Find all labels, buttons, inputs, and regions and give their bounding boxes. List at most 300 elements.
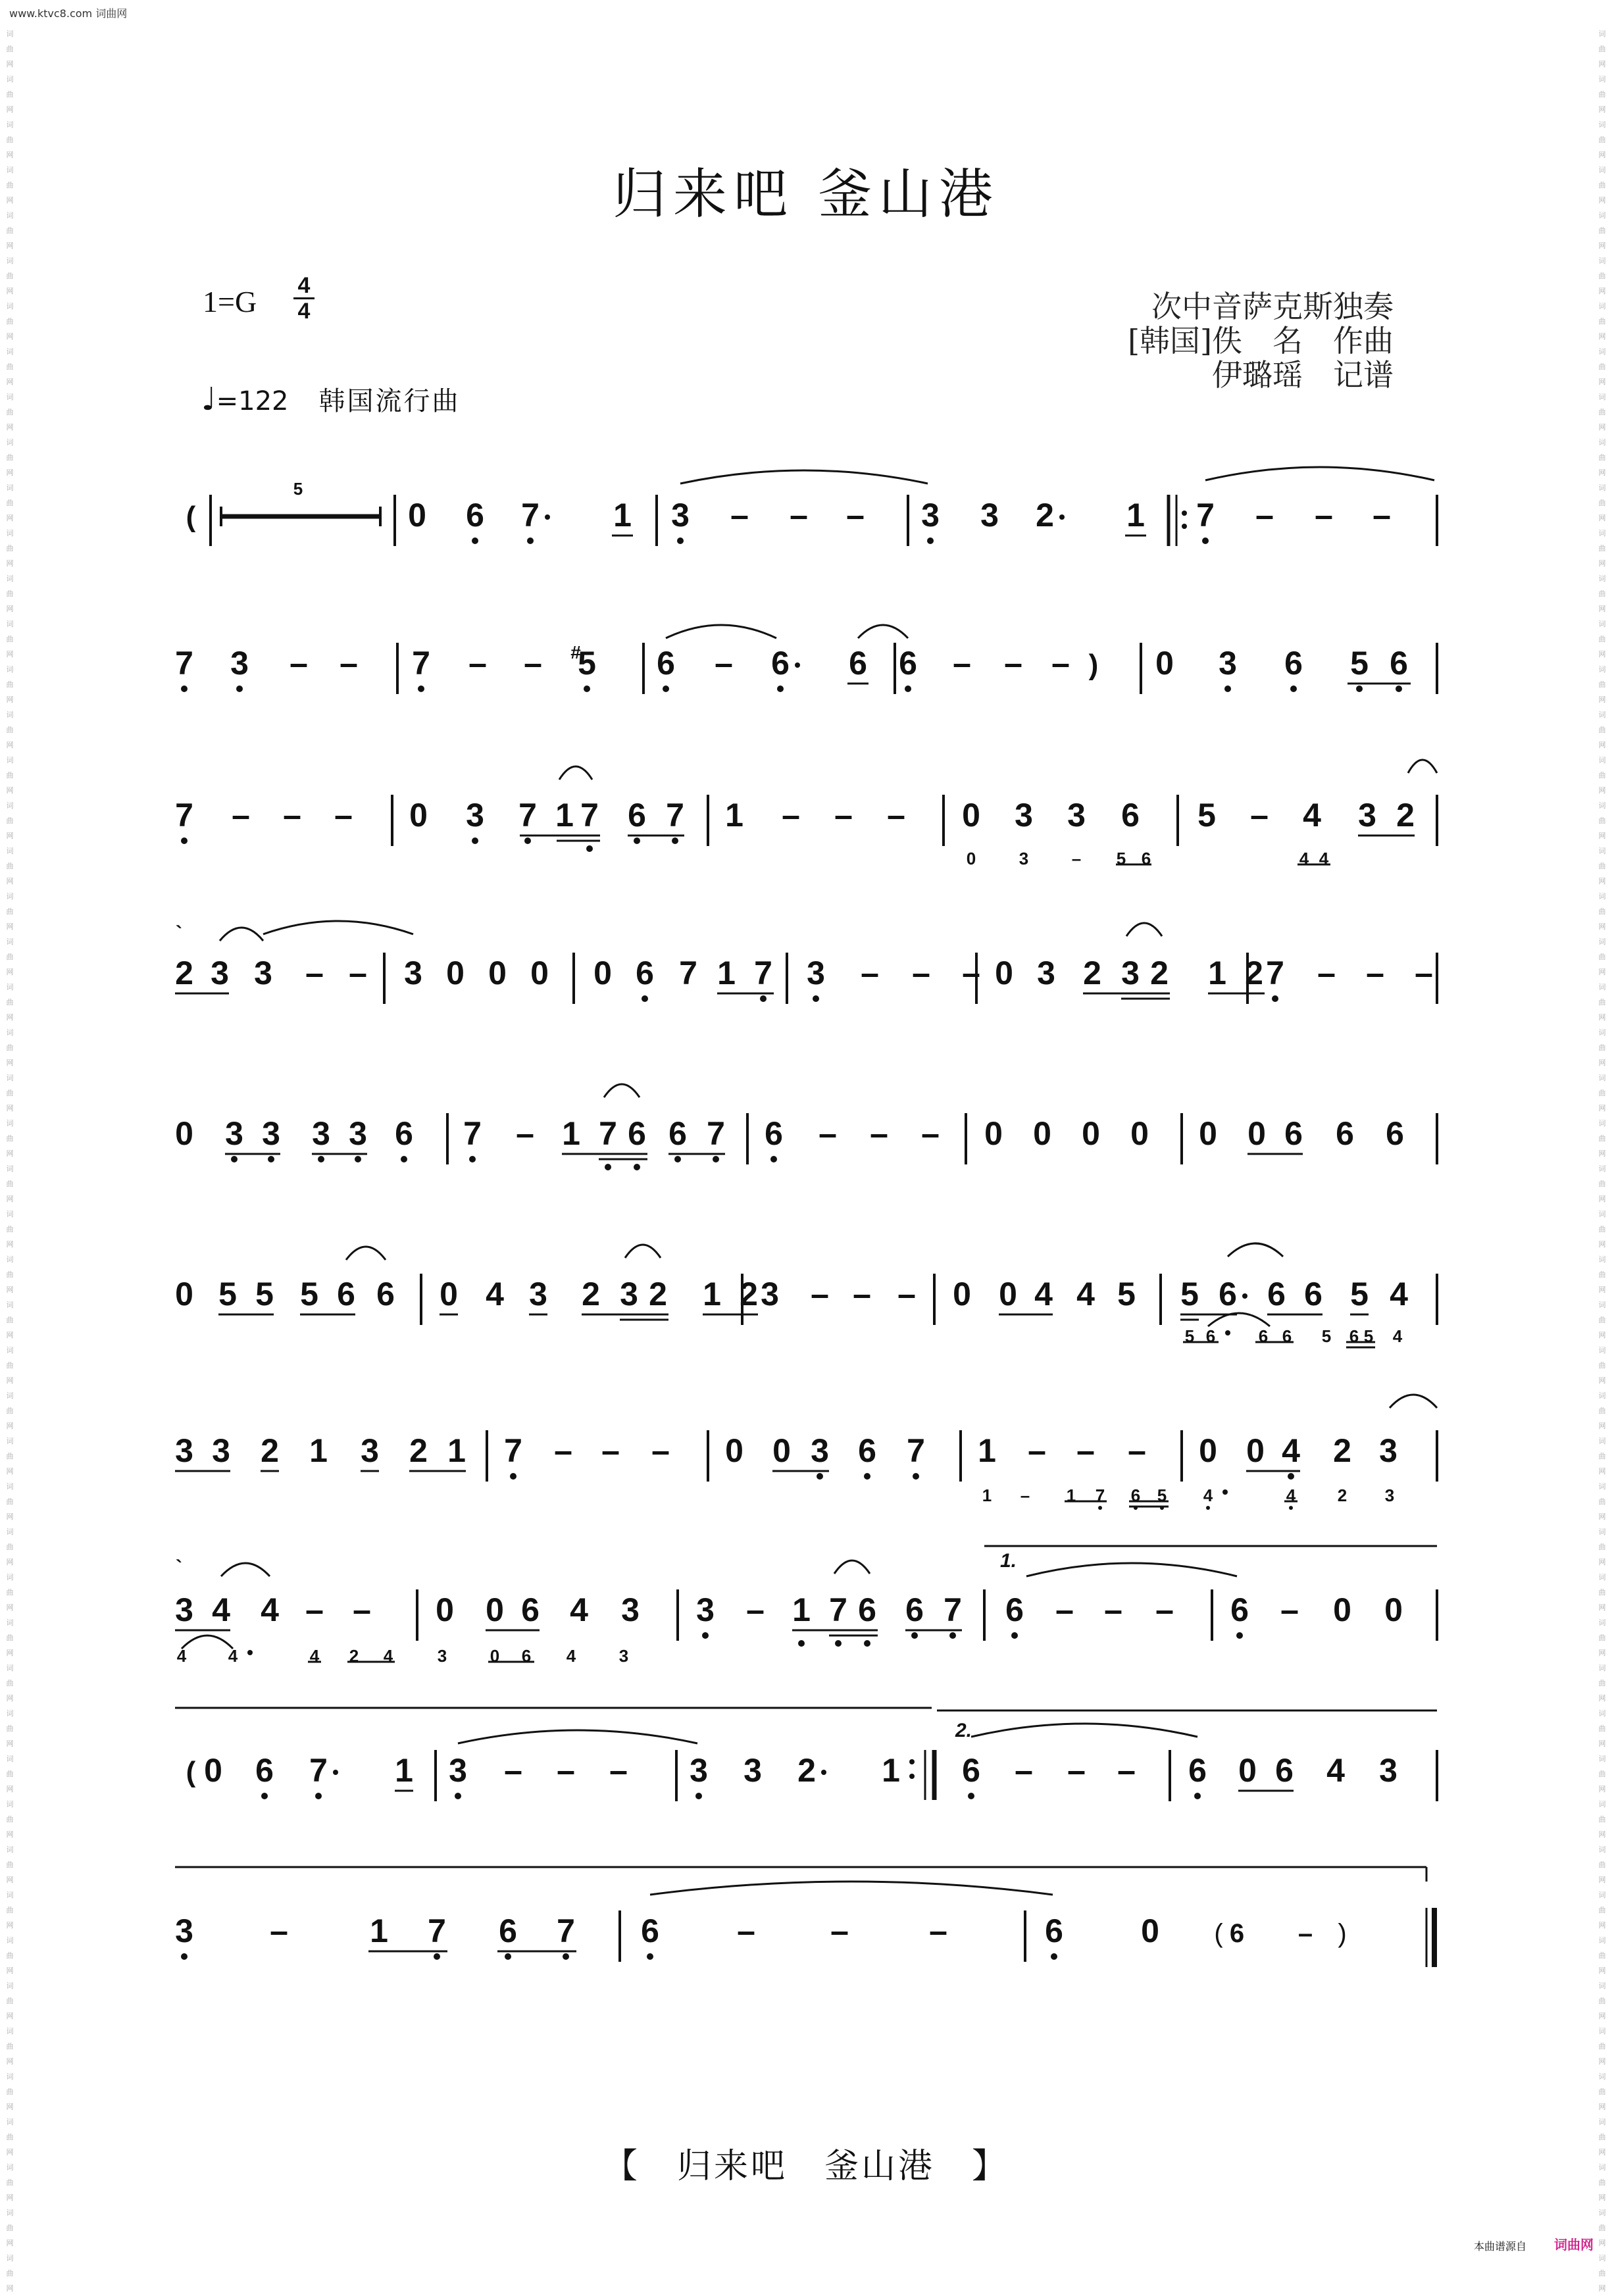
slur [221, 1563, 270, 1576]
note: 5 [1197, 797, 1216, 834]
right-watermark-strip: 词 曲 网 词 曲 网 词 曲 网 词 曲 网 词 曲 网 词 曲 网 词 曲 网 词 曲 网 词 曲 网 词 曲 网 词 曲 网 词 曲 网 词 曲 网 词 曲 网 词 曲 网 词 曲 网 词 曲 网 词 曲 网 词 曲 网 词 曲 网 词 曲 网 词 曲 网 词 曲 网 词 曲 网 词 曲 网 词 曲 网 词 曲 网 词 曲 网 词 曲 网 词 曲 网 词 曲 网 词 曲 网 词 曲 网 词 曲 网 词 曲 网 词 曲 网 词 曲 网 词 曲 网 词 曲 网 词 曲 网 词 曲 网 词 曲 网 词 曲 网 词 曲 网 词 曲 网 词 曲 网 词 曲 网 词 曲 网 词 曲 网 词 曲 网 [1598, 30, 1606, 2293]
note: 3 [529, 1276, 547, 1312]
note: 7 [707, 1115, 725, 1152]
note: 6 [1188, 1752, 1207, 1789]
note: 4 [1076, 1276, 1095, 1312]
dash: – [953, 645, 971, 682]
note: 0 [593, 955, 612, 991]
note: 0 [953, 1276, 971, 1312]
note: 4 [1203, 1485, 1213, 1505]
note: 4 [1390, 1276, 1408, 1312]
note: 3 [1015, 797, 1033, 834]
note: 6 [858, 1591, 876, 1628]
note: 6 [858, 1432, 876, 1469]
note: 1 [613, 497, 632, 534]
octave-dot [418, 686, 424, 692]
note: 0 [175, 1276, 193, 1312]
octave-dot [261, 1793, 268, 1799]
note: 6 [1258, 1326, 1269, 1346]
note: 0 [490, 1646, 500, 1666]
note: 0 [408, 497, 426, 534]
dash: – [929, 1912, 947, 1949]
octave-dot [1182, 511, 1187, 516]
octave-dot [642, 995, 648, 1002]
slur [1408, 760, 1437, 773]
octave-dot [674, 1156, 681, 1162]
note: 6 [1230, 1591, 1249, 1628]
note: 6 [962, 1752, 980, 1789]
note: 7 [521, 497, 540, 534]
note: 6 [771, 645, 790, 682]
note: 1 [725, 797, 743, 834]
dash: – [1373, 497, 1391, 534]
octave-dot [864, 1640, 870, 1647]
credit-line: 伊璐瑶 记谱 [1212, 357, 1394, 393]
slur [834, 1560, 870, 1574]
octave-dot [584, 686, 590, 692]
octave-dot [909, 1759, 915, 1764]
dash: – [340, 645, 358, 682]
dash: – [504, 1752, 522, 1789]
note: 3 [1019, 849, 1029, 868]
note: 7 [679, 955, 697, 991]
note: 2 [1083, 955, 1101, 991]
note: 5 [578, 645, 596, 682]
octave-dot [472, 837, 478, 844]
note: 0 [1141, 1912, 1159, 1949]
note: 4 [176, 1646, 187, 1666]
dash: – [834, 797, 853, 834]
note: 4 [486, 1276, 504, 1312]
slur [1228, 1243, 1283, 1257]
volta-2-label: 2. [955, 1720, 972, 1741]
note: 7 [309, 1752, 328, 1789]
octave-dot [1225, 1330, 1230, 1335]
note: 3 [361, 1432, 379, 1469]
octave-dot [813, 995, 819, 1002]
note: 4 [228, 1646, 238, 1666]
note: 6 [1390, 645, 1408, 682]
octave-dot [821, 1770, 826, 1775]
note: 3 [312, 1115, 330, 1152]
slur [220, 928, 263, 941]
dash: – [557, 1752, 575, 1789]
dash: – [468, 645, 487, 682]
note: 3 [621, 1591, 640, 1628]
note: 6 [628, 797, 646, 834]
note: 3 [262, 1115, 280, 1152]
note: 6 [1141, 849, 1151, 868]
dash: – [962, 955, 980, 991]
note: 3 [404, 955, 422, 991]
dash: – [819, 1115, 837, 1152]
dash: – [1051, 645, 1070, 682]
octave-dot [181, 837, 188, 844]
note: 7 [175, 797, 193, 834]
octave-dot [1059, 514, 1065, 520]
note: 1 [703, 1276, 721, 1312]
note: 4 [1392, 1326, 1403, 1346]
note: 7 [518, 797, 537, 834]
note: 3 [1067, 797, 1086, 834]
octave-dot [713, 1156, 719, 1162]
note: 6 [636, 955, 654, 991]
slur [1026, 1563, 1237, 1576]
slur [680, 470, 928, 484]
octave-dot [777, 686, 784, 692]
dash: – [524, 645, 542, 682]
note: 3 [807, 955, 825, 991]
note: 6 [1130, 1485, 1141, 1505]
site-header: www.ktvc8.com 词曲网 [9, 7, 128, 20]
octave-dot [905, 686, 911, 692]
octave-dot [1356, 686, 1363, 692]
note: 6 [1045, 1912, 1063, 1949]
octave-dot [795, 662, 800, 668]
note: 6 [1219, 1276, 1237, 1312]
octave-dot [817, 1473, 823, 1480]
note: 3 [254, 955, 272, 991]
note: 5 [1116, 849, 1126, 868]
note: 7 [1095, 1485, 1105, 1505]
dash: – [232, 797, 250, 834]
note: 0 [446, 955, 465, 991]
note: 4 [383, 1646, 393, 1666]
note: 0 [530, 955, 549, 991]
note: 2 [1337, 1485, 1348, 1505]
note: 7 [175, 645, 193, 682]
dash: – [1028, 1432, 1046, 1469]
note: 4 [212, 1591, 230, 1628]
octave-dot [469, 1156, 476, 1162]
dash: – [601, 1432, 620, 1469]
slur [666, 625, 776, 638]
note: 5 [218, 1276, 237, 1312]
note: 0 [486, 1591, 504, 1628]
note: 6 [1284, 1115, 1303, 1152]
note: 4 [1282, 1432, 1300, 1469]
credit-logo: 词曲网 [1554, 2237, 1594, 2253]
note: 6 [849, 645, 867, 682]
note: 2 [261, 1432, 279, 1469]
note: 3 [225, 1115, 243, 1152]
dash: – [1315, 497, 1333, 534]
note: 7 [504, 1432, 522, 1469]
dash: – [1015, 1752, 1033, 1789]
octave-dot [401, 1156, 407, 1162]
note: 0 [1238, 1752, 1257, 1789]
note: 3 [671, 497, 690, 534]
note: 4 [1303, 797, 1321, 834]
octave-dot [1224, 686, 1231, 692]
note: 6 [628, 1115, 646, 1152]
note: 3 [211, 955, 229, 991]
note: 0 [409, 797, 428, 834]
note: 0 [440, 1276, 458, 1312]
score-title: 归来吧 釜山港 [612, 163, 1000, 226]
note: 7 [1196, 497, 1215, 534]
dash: – [782, 797, 800, 834]
note: 6 [905, 1591, 924, 1628]
dash: – [730, 497, 749, 534]
note: 6 [1349, 1326, 1359, 1346]
dash: – [887, 797, 905, 834]
octave-dot [315, 1793, 322, 1799]
note: 5 [1321, 1326, 1332, 1346]
note: 7 [829, 1591, 847, 1628]
slur [858, 625, 908, 638]
slur [1390, 1395, 1437, 1408]
note: 3 [1121, 955, 1140, 991]
note: 6 [255, 1752, 274, 1789]
style-label: 韩国流行曲 [318, 386, 461, 416]
note: 6 [1275, 1752, 1294, 1789]
note: 6 [1336, 1115, 1354, 1152]
note: 3 [1219, 645, 1237, 682]
note: 0 [966, 849, 976, 868]
note: 6 [521, 1646, 532, 1666]
note: 3 [761, 1276, 779, 1312]
note: 6 [499, 1912, 517, 1949]
note: 7 [754, 955, 772, 991]
note: 0 [995, 955, 1013, 991]
note: 0 [204, 1752, 222, 1789]
dash: – [846, 497, 865, 534]
breath-mark: ` [176, 922, 182, 944]
octave-dot [605, 1164, 611, 1170]
octave-dot [333, 1770, 338, 1775]
note: 1 [1208, 955, 1226, 991]
note: 3 [921, 497, 940, 534]
slur [625, 1245, 661, 1258]
note: 5 [1350, 645, 1369, 682]
dash: – [746, 1591, 765, 1628]
note: 3 [175, 1912, 193, 1949]
slur [263, 921, 413, 934]
octave-dot [909, 1774, 915, 1779]
note: 1 [978, 1432, 996, 1469]
octave-dot [1290, 686, 1297, 692]
dash: – [1076, 1432, 1095, 1469]
note: 6 [376, 1276, 395, 1312]
note: 6 [521, 1591, 540, 1628]
note: 4 [1299, 849, 1309, 868]
dash: – [1128, 1432, 1146, 1469]
octave-dot [505, 1953, 511, 1960]
note: 6 [466, 497, 484, 534]
dash: – [334, 797, 353, 834]
note: 6 [1267, 1276, 1286, 1312]
dash: – [870, 1115, 888, 1152]
dash: – [811, 1276, 829, 1312]
octave-dot [835, 1640, 842, 1647]
dash: – [270, 1912, 288, 1949]
dash: – [349, 955, 367, 991]
slur [559, 766, 592, 780]
dash: – [609, 1752, 628, 1789]
note: 2 [1396, 797, 1415, 834]
note: 6 [641, 1912, 659, 1949]
note: 6 [765, 1115, 783, 1152]
note: 6 [1229, 1919, 1245, 1948]
octave-dot [1396, 686, 1402, 692]
note: 2 [1036, 497, 1054, 534]
dash: – [715, 645, 733, 682]
note: 5 [1117, 1276, 1136, 1312]
note: 0 [1199, 1115, 1217, 1152]
dash: – [921, 1115, 940, 1152]
slur [1205, 467, 1434, 480]
dash: – [1004, 645, 1022, 682]
slur [1126, 923, 1162, 936]
note: 6 [1304, 1276, 1322, 1312]
note: 3 [980, 497, 999, 534]
octave-dot [563, 1953, 569, 1960]
octave-dot [663, 686, 669, 692]
note: 5 [255, 1276, 274, 1312]
dash: – [1020, 1485, 1030, 1505]
octave-dot [455, 1793, 461, 1799]
note: 0 [999, 1276, 1017, 1312]
dash: – [1067, 1752, 1086, 1789]
note: 2 [797, 1752, 816, 1789]
note: 1 [370, 1912, 388, 1949]
octave-dot [231, 1156, 238, 1162]
note: 6 [337, 1276, 355, 1312]
note: 0 [1247, 1115, 1266, 1152]
dash: – [1280, 1591, 1299, 1628]
note: 6 [395, 1115, 413, 1152]
note: 3 [1379, 1752, 1398, 1789]
octave-dot [968, 1793, 974, 1799]
time-signature-bottom: 4 [297, 299, 311, 324]
note: 5 [1180, 1276, 1199, 1312]
octave-dot [1134, 1506, 1138, 1510]
note: 0 [962, 797, 980, 834]
dash: – [516, 1115, 534, 1152]
paren: ) [1338, 1919, 1347, 1948]
note: 7 [907, 1432, 925, 1469]
dash: – [1366, 955, 1384, 991]
slur [458, 1730, 697, 1743]
note: 3 [618, 1646, 629, 1666]
note: 7 [944, 1591, 962, 1628]
note: 1 [717, 955, 736, 991]
octave-dot [586, 845, 593, 852]
slur [346, 1247, 386, 1260]
dash: – [554, 1432, 572, 1469]
note: 7 [580, 797, 599, 834]
paren: ) [1088, 649, 1099, 681]
note: 2 [582, 1276, 600, 1312]
octave-dot [1242, 1293, 1247, 1299]
dash: – [790, 497, 808, 534]
octave-dot [798, 1640, 805, 1647]
octave-dot [634, 1164, 640, 1170]
octave-dot [864, 1473, 870, 1480]
dash: – [853, 1276, 871, 1312]
note: 7 [599, 1115, 617, 1152]
octave-dot [913, 1473, 919, 1480]
note: 3 [696, 1591, 715, 1628]
note: 7 [463, 1115, 482, 1152]
slur [604, 1084, 640, 1097]
note: 2 [349, 1646, 359, 1666]
dash: – [830, 1912, 849, 1949]
note: 6 [657, 645, 675, 682]
note: 6 [1386, 1115, 1404, 1152]
credit-line: 次中音萨克斯独奏 [1151, 289, 1394, 324]
dash: – [290, 645, 308, 682]
dash: – [1104, 1591, 1122, 1628]
octave-dot [527, 537, 534, 544]
octave-dot [268, 1156, 274, 1162]
slur [971, 1724, 1197, 1737]
dash: – [861, 955, 879, 991]
note: 2 [649, 1276, 667, 1312]
slur [182, 1635, 233, 1649]
note: 4 [309, 1646, 320, 1666]
note: 3 [175, 1591, 193, 1628]
note: 5 [1363, 1326, 1374, 1346]
note: 0 [1130, 1115, 1149, 1152]
octave-dot [1160, 1506, 1164, 1510]
octave-dot [1202, 537, 1209, 544]
note: 3 [230, 645, 249, 682]
octave-dot [545, 514, 550, 520]
note: 6 [1284, 645, 1303, 682]
note: 1 [1126, 497, 1145, 534]
note: 0 [488, 955, 507, 991]
note: 0 [984, 1115, 1003, 1152]
note: 3 [620, 1276, 638, 1312]
note: 3 [449, 1752, 467, 1789]
left-watermark-strip: 词 曲 网 词 曲 网 词 曲 网 词 曲 网 词 曲 网 词 曲 网 词 曲 网 词 曲 网 词 曲 网 词 曲 网 词 曲 网 词 曲 网 词 曲 网 词 曲 网 词 曲 网 词 曲 网 词 曲 网 词 曲 网 词 曲 网 词 曲 网 词 曲 网 词 曲 网 词 曲 网 词 曲 网 词 曲 网 词 曲 网 词 曲 网 词 曲 网 词 曲 网 词 曲 网 词 曲 网 词 曲 网 词 曲 网 词 曲 网 词 曲 网 词 曲 网 词 曲 网 词 曲 网 词 曲 网 词 曲 网 词 曲 网 词 曲 网 词 曲 网 词 曲 网 词 曲 网 词 曲 网 词 曲 网 词 曲 网 词 曲 网 词 曲 网 [6, 30, 14, 2293]
note: 6 [1005, 1591, 1024, 1628]
dash: – [305, 1591, 324, 1628]
note: 7 [557, 1912, 575, 1949]
note: 6 [1121, 797, 1140, 834]
note: 3 [1379, 1432, 1398, 1469]
note: 4 [570, 1591, 588, 1628]
note: 0 [725, 1432, 743, 1469]
octave-dot [524, 837, 531, 844]
paren: ( [186, 501, 196, 533]
dash: – [912, 955, 930, 991]
credit-line: [韩国]佚 名 作曲 [1128, 323, 1394, 359]
note: 2 [740, 1276, 758, 1312]
note: 3 [1358, 797, 1376, 834]
dash: – [737, 1912, 755, 1949]
octave-dot [770, 1156, 777, 1162]
note: 1 [792, 1591, 811, 1628]
note: 0 [175, 1115, 193, 1152]
dash: – [1415, 955, 1433, 991]
slur [650, 1882, 1053, 1895]
note: 1 [982, 1485, 992, 1505]
note: 3 [1037, 955, 1055, 991]
note: 2 [1150, 955, 1169, 991]
note: 2 [409, 1432, 428, 1469]
credit-mark: 本曲谱源自 [1473, 2240, 1526, 2253]
note: 4 [1286, 1485, 1296, 1505]
key-signature: 1=G [203, 285, 257, 318]
octave-dot [647, 1953, 653, 1960]
octave-dot [672, 837, 678, 844]
octave-dot [181, 686, 188, 692]
dash: – [1317, 955, 1336, 991]
note: 1 [882, 1752, 900, 1789]
